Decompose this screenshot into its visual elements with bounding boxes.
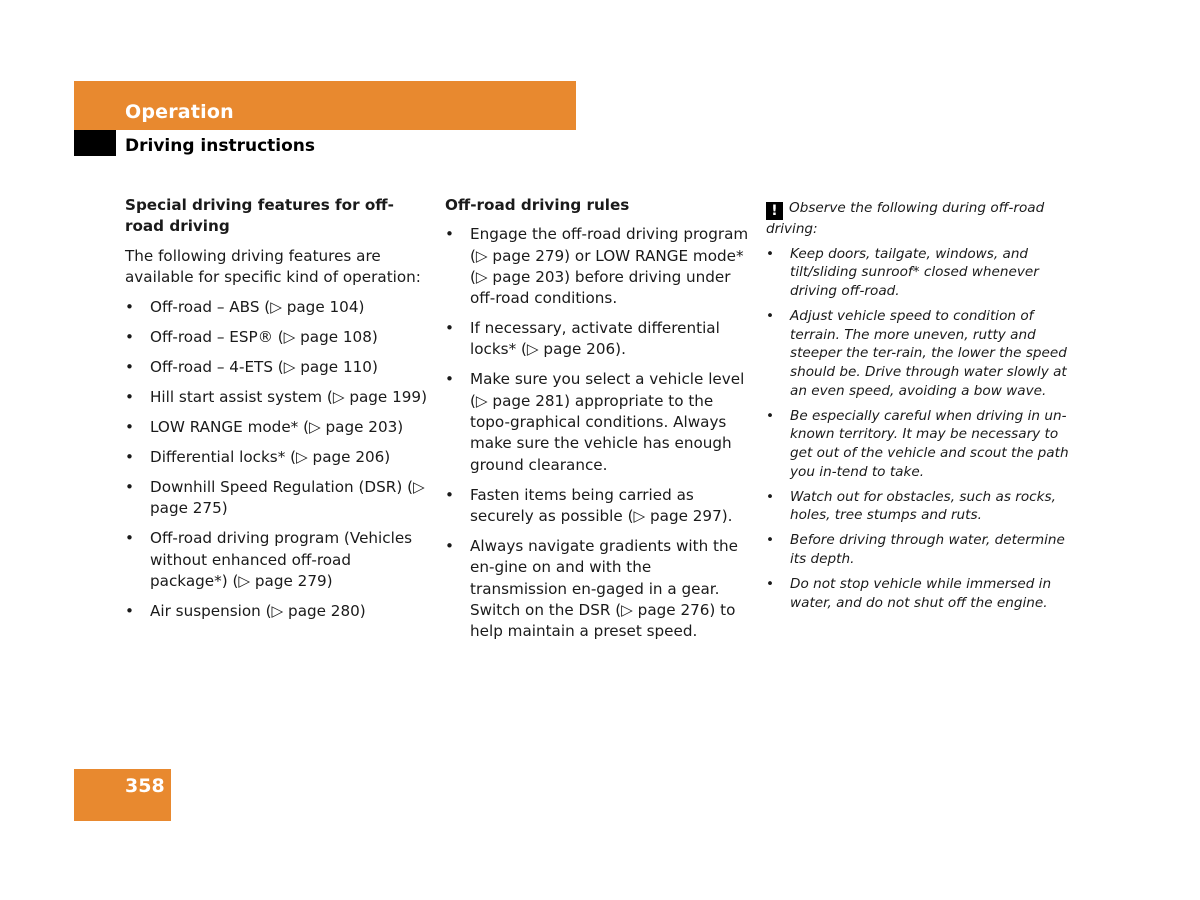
list-item: • Before driving through water, determine its depth. (766, 532, 1065, 567)
list-item: • Air suspension (▷ page 280) (125, 601, 430, 622)
column-heading: Special driving features for off-road driving (125, 196, 394, 236)
rules-list (445, 224, 750, 642)
bullet-icon: • (125, 601, 134, 620)
list-item: • Keep doors, tailgate, windows, and tilt/sliding sunroof* closed whenever driving off-road. (766, 245, 1039, 300)
intro-paragraph: The following driving features are available for specific kind of operation: (125, 246, 421, 286)
bullet-icon: • (445, 319, 454, 338)
list-item: • Make sure you select a vehicle level (▷ page 281) appropriate to the topo-graphical conditions. Always make sure the vehicle has enough ground clearance. (445, 370, 745, 474)
list-item: • Off-road – 4-ETS (▷ page 110) (125, 357, 430, 378)
warning-intro-line (766, 199, 1071, 239)
bullet-icon: • (125, 328, 134, 347)
list-item: • Do not stop vehicle while immersed in water, and do not shut off the engine. (766, 575, 1052, 611)
bullet-icon: • (445, 370, 454, 389)
warning-list (766, 245, 1071, 613)
column-driving-rules (445, 195, 750, 651)
list-item: • Hill start assist system (▷ page 199) (125, 387, 430, 408)
list-item: • LOW RANGE mode* (▷ page 203) (125, 417, 430, 438)
bullet-icon: • (125, 448, 134, 467)
warning-icon: ! (766, 202, 783, 220)
list-item: • Always navigate gradients with the en-gine on and with the transmission en-gaged in a gear. Switch on the DSR (▷ page 276) to help maintain a preset speed. (445, 536, 738, 641)
bullet-icon: • (125, 529, 134, 548)
bullet-icon: • (445, 536, 454, 555)
bullet-icon: • (445, 225, 454, 244)
bullet-icon: • (766, 532, 775, 549)
bullet-icon: • (125, 298, 134, 317)
bullet-icon: • (125, 358, 134, 377)
column-special-features (125, 195, 430, 631)
list-item: • Engage the off-road driving program (▷ page 279) or LOW RANGE mode* (▷ page 203) before driving under off-road conditions. (445, 225, 749, 308)
page-number: 358 (125, 775, 165, 797)
list-item: • Adjust vehicle speed to condition of terrain. The more uneven, rutty and steeper the ter-rain, the lower the speed should be. Drive through water slowly at an even speed, avoiding a bow wave. (766, 308, 1067, 399)
list-item: • Downhill Speed Regulation (DSR) (▷ page 275) (125, 478, 425, 518)
bullet-icon: • (125, 388, 134, 407)
list-item: • Off-road – ESP® (▷ page 108) (125, 327, 430, 348)
section-marker (74, 130, 116, 156)
section-title: Operation (125, 101, 234, 123)
list-item: • Be especially careful when driving in un-known territory. It may be necessary to get out of the vehicle and scout the path you in-tend to take. (766, 407, 1069, 480)
bullet-icon: • (445, 485, 454, 504)
list-item: • Fasten items being carried as securely as possible (▷ page 297). (445, 485, 733, 525)
features-list (125, 297, 430, 622)
bullet-icon: • (766, 245, 775, 262)
bullet-icon: • (125, 478, 134, 497)
bullet-icon: • (125, 418, 134, 437)
column-warning (766, 199, 1071, 618)
bullet-icon: • (766, 407, 775, 424)
subsection-title: Driving instructions (125, 136, 316, 156)
bullet-icon: • (766, 308, 775, 324)
list-item: • Differential locks* (▷ page 206) (125, 447, 430, 468)
list-item: • Off-road – ABS (▷ page 104) (125, 297, 430, 318)
column-heading: Off-road driving rules (445, 196, 630, 214)
bullet-icon: • (766, 575, 775, 592)
warning-intro: Observe the following during off-road driving: (766, 200, 1045, 237)
list-item: • If necessary, activate differential locks* (▷ page 206). (445, 319, 720, 359)
bullet-icon: • (766, 488, 775, 505)
list-item: • Off-road driving program (Vehicles without enhanced off-road package*) (▷ page 279) (125, 529, 413, 590)
list-item: • Watch out for obstacles, such as rocks, holes, tree stumps and ruts. (766, 488, 1056, 524)
